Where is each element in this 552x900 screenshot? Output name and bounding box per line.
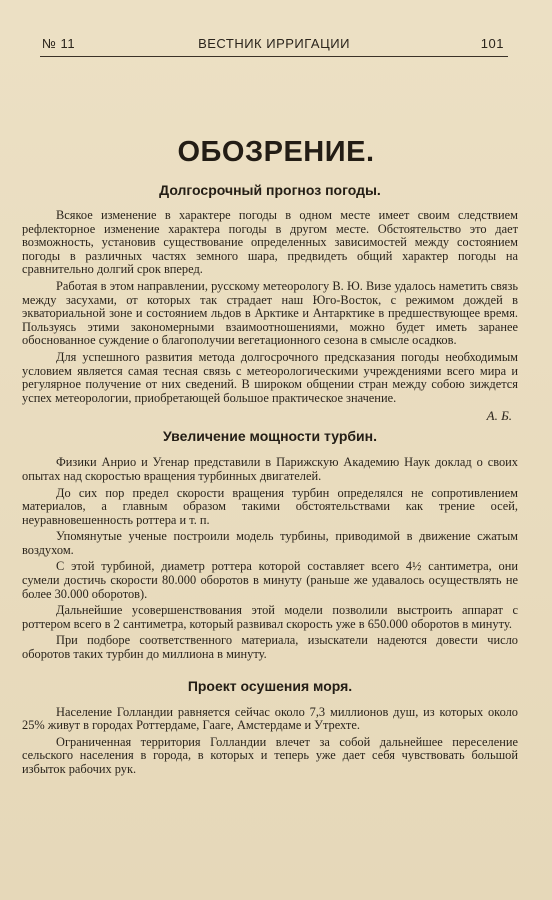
running-header: [40, 34, 508, 57]
paragraph: Физики Анрио и Угенар представили в Парижскую Академию Наук доклад о своих опытах над скоростью вращения турбинных двигателей.: [22, 455, 518, 483]
article-title-drainage: Проект осушения моря.: [187, 677, 353, 694]
paragraph: Для успешного развития метода долгосрочного предсказания погоды необходимым условием является самая тесная связь с метеорологическими учреждениями всего мира и регулярное получение от них сведений. В широком общении стран между собою зиждется успех метеорологии, приобретающей большое практическое значение.: [22, 349, 518, 405]
paragraph: При подборе соответственного материала, изыскатели надеются довести число оборотов таких турбин до миллиона в минуту.: [22, 633, 518, 662]
paragraph: Упомянутые ученые построили модель турбины, приводимой в движение сжатым воздухом.: [22, 529, 518, 557]
page-number: 101: [480, 36, 504, 51]
paragraph: Население Голландии равняется сейчас около 7,3 миллионов душ, из которых около 25% живут в городах Роттердаме, Гааге, Амстердаме и Утрехте.: [22, 704, 518, 733]
paragraph: Работая в этом направлении, русскому метеорологу В. Ю. Визе удалось наметить связь между засухами, от которых так страдает наш Юго-Восток, с режимом дождей в экваториальной зоне и состоянием льдов в Арктике и Антарктике в предшествующее время. Пользуясь этими закономерными взаимоотношениями, можно будет иметь заранее обоснованное суждение о благополучии вегетационного сезона в смысле осадков.: [22, 278, 518, 348]
section-title: ОБОЗРЕНИЕ.: [177, 136, 375, 168]
author-signature: А. Б.: [486, 408, 512, 424]
article-body: [22, 180, 518, 780]
article-title-weather: Долгосрочный прогноз погоды.: [159, 182, 381, 198]
paragraph: Ограниченная территория Голландии влечет за собой дальнейшее переселение сельского населения в города, в которых и теперь уже дает себя чувствовать большой избыток рабочих рук.: [22, 734, 518, 776]
journal-title: ВЕСТНИК ИРРИГАЦИИ: [198, 36, 350, 51]
paragraph: До сих пор предел скорости вращения турбин определялся не сопротивлением материалов, а главным образом такими обстоятельствами как трение осей, неуравновешенность роттера и т. п.: [22, 485, 518, 527]
article-title-turbines: Увеличение мощности турбин.: [163, 428, 377, 445]
issue-number: № 11: [42, 36, 76, 51]
paragraph: Всякое изменение в характере погоды в одном месте имеет своим следствием рефлекторное изменение характера погоды в другом месте. Обстоятельство это дает возможность, установив существование определенных зависимостей между состоянием погоды в различных частях земного шара, предвидеть общий характер погоды на сравнительно долгий срок вперед.: [22, 208, 518, 277]
paragraph: Дальнейшие усовершенствования этой модели позволили выстроить аппарат с роттером всего в 2 сантиметра, который развивал скорость уже в 650.000 оборотов в минуту.: [22, 603, 518, 631]
paragraph: С этой турбиной, диаметр роттера которой составляет всего 4½ сантиметра, они сумели достичь скорости 80.000 оборотов в минуту (раньше же удавалось осуществлять не более 30.000 оборотов).: [22, 559, 518, 601]
